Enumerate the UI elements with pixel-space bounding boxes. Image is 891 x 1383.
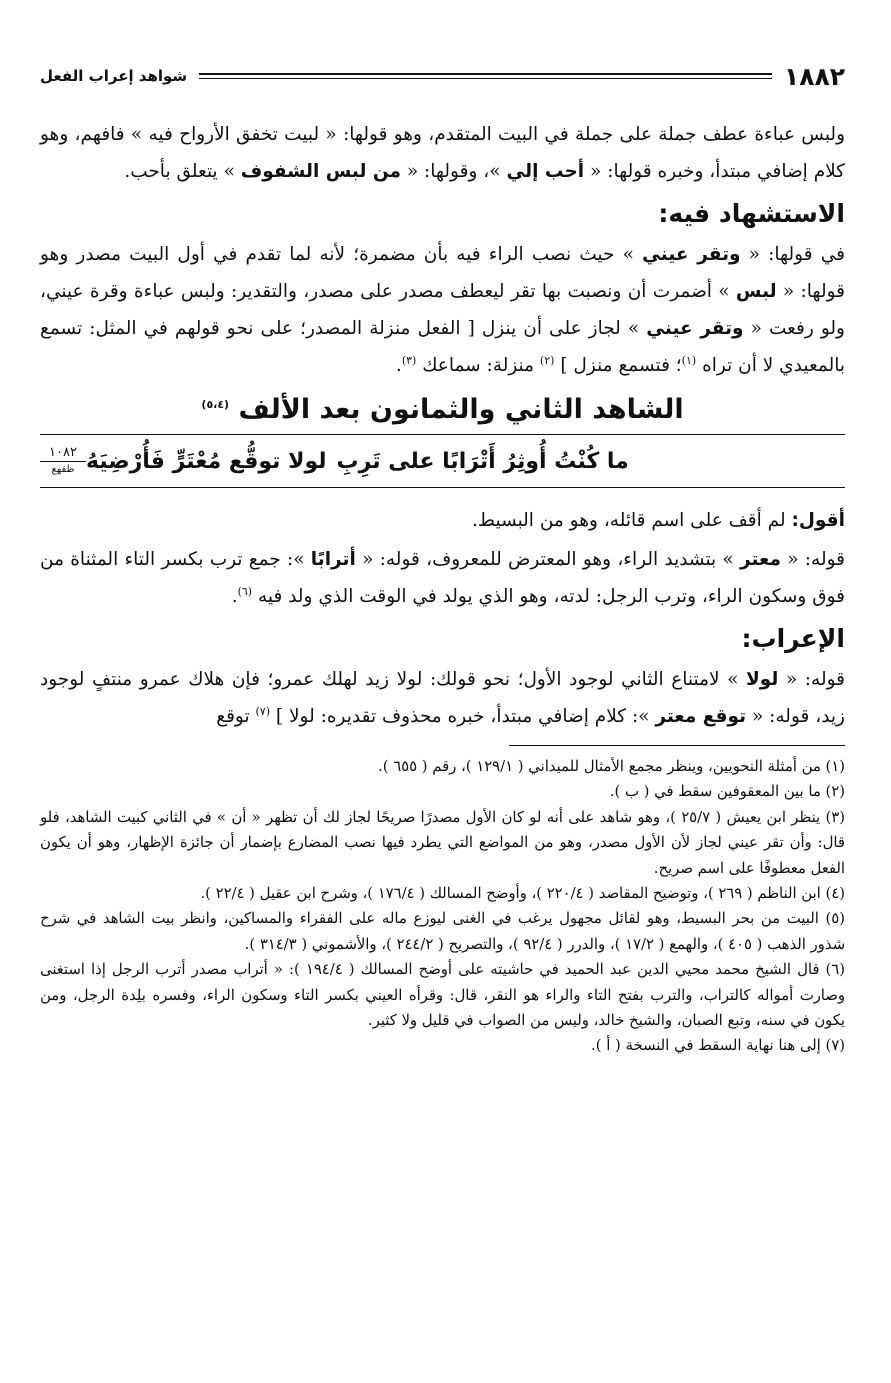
intro-text: » يتعلق بأحب.: [124, 161, 241, 182]
footnote-2: (٢) ما بين المعقوفين سقط في ( ب ).: [609, 783, 845, 801]
body-text: لم أقف على اسم قائله، وهو من البسيط.: [472, 510, 792, 531]
intro-text: »، وقولها: «: [400, 161, 507, 182]
footnote-5: (٥) البيت من بحر البسيط، وهو لقائل مجهول يرغب في الغنى ليوزع ماله على الفقراء والمساكين، وانظر بيت الشاهد في شرح شذور الذهب ( ٤٠٥ )، والهمع ( ١٧/٢ )، والدرر ( ٩٢/٤ )، والتصريح ( ٢٤٤/٢ )، والأشموني ( ٣١٤/٣ ).: [40, 910, 845, 953]
footnote-3: (٣) ينظر ابن يعيش ( ٢٥/٧ )، وهو شاهد على أنه لو كان الأول مصدرًا صريحًا لجاز لك أن تظهر « أن » في الثاني كبيت الشاهد، فلو قال: وأن تقر عيني لجاز لأن الأول مصدر، وهو من المواضع التي يطرد فيها نصب المضارع بإضمار أن جائزة الإظهار، وهو أن يكون الفعل معطوفًا على اسم صريح.: [40, 808, 845, 877]
footnote-ref[interactable]: (١): [681, 353, 697, 367]
quoted-phrase: وتقر عيني: [646, 318, 744, 339]
footnote-1: (١) من أمثلة النحويين، وينظر مجمع الأمثال للميداني ( ١٢٩/١ )، رقم ( ٦٥٥ ).: [378, 758, 845, 775]
quoted-phrase: أترابًا: [310, 549, 356, 570]
body-text: »: جمع ترب بكسر التاء المثناة من فوق وسكون الراء، وترب الرجل: لدته، وهو الذي يولد في الوقت الذي ولد فيه: [40, 549, 845, 607]
istishhad-paragraph: [40, 236, 845, 384]
section-heading-istishhad: الاستشهاد فيه:: [658, 199, 845, 228]
running-title: شواهد إعراب الفعل: [40, 67, 188, 85]
hemistich-second: ما كُنْتُ أُوثِرُ أَتْرَابًا على تَرِبِ: [336, 448, 629, 474]
body-text: » بتشديد الراء، وهو المعترض للمعروف، قوله: «: [355, 549, 740, 570]
quoted-phrase: معتر: [740, 549, 781, 570]
verse-meter-code: ظقهع: [51, 463, 75, 475]
footnote-ref[interactable]: (٧): [255, 704, 271, 718]
intro-paragraph: [40, 116, 845, 190]
body-text: » حيث نصب الراء فيه بأن مضمرة؛ لأنه لما تقدم في أول البيت مصدر وهو قولها: «: [40, 244, 845, 302]
quoted-phrase: أحب إلي: [506, 161, 585, 182]
verse-number-value: ١٠٨٢: [40, 445, 86, 462]
hemistich-first: لولا توقُّع مُعْتَرٍّ فَأُرْضِيَهُ: [86, 448, 327, 474]
body-text: قوله: «: [778, 669, 845, 690]
quoted-phrase: وتقر عيني: [642, 244, 741, 265]
footnote-4: (٤) ابن الناظم ( ٢٦٩ )، وتوضيح المقاصد ( ٢٢٠/٤ )، وأوضح المسالك ( ١٧٦/٤ )، وشرح ابن عقيل ( ٢٢/٤ ).: [200, 885, 845, 903]
witness-title-text: الشاهد الثاني والثمانون بعد الألف: [238, 394, 684, 425]
body-text: توقع: [216, 706, 256, 727]
body-text: منزلة: سماعك: [416, 355, 540, 376]
body-text: .: [395, 355, 402, 376]
body-text: ؛ فتسمع منزل ]: [554, 355, 682, 376]
aqulu-label: أقول:: [791, 510, 845, 531]
quoted-phrase: لبس: [735, 281, 777, 302]
aqulu-paragraph: [40, 502, 845, 539]
explanation-paragraph: [40, 541, 845, 615]
body-text: » لامتناع الثاني لوجود الأول؛ نحو قولك: لولا زيد لهلك عمرو؛ فإن هلاك عمرو منتفٍ لوجود زيد، قوله: «: [40, 669, 845, 727]
section-heading-irab: الإعراب:: [741, 624, 845, 653]
footnote-separator: [509, 745, 845, 746]
header-rule: [199, 73, 772, 79]
footnote-6: (٦) قال الشيخ محمد محيي الدين عبد الحميد في حاشيته على أوضح المسالك ( ١٩٤/٤ ): « أتراب مصدر أترب الرجل إذا استغنى وصارت أمواله كالتراب، والترب بفتح التاء والراء هو النقر، قال: وقرأه العيني بكسر التاء وسكون الراء، وفسره بلِدة الرجل، ومن يكون في سنه، وتبع الصبان، والشيخ خالد، وليس من الصواب في قليل ولا كثير.: [40, 961, 846, 1030]
running-header: [40, 58, 845, 94]
verse-number: [40, 445, 86, 478]
body-text: .: [231, 586, 238, 607]
body-text: قوله: «: [780, 549, 845, 570]
footnote-ref[interactable]: (٦): [237, 584, 253, 598]
footnote-ref[interactable]: (٢): [539, 353, 555, 367]
page-number: ١٨٨٢: [783, 61, 845, 91]
footnotes: [40, 754, 845, 1059]
body-text: »: كلام إضافي مبتدأ، خبره محذوف تقديره: لولا ]: [270, 706, 656, 727]
footnote-7: (٧) إلى هنا نهاية السقط في النسخة ( أ ).: [591, 1037, 845, 1055]
intro-text: ولبس عباءة عطف جملة على جملة في البيت المتقدم، وهو قولها: « لبيت تخفق الأرواح فيه » فافهم، وهو كلام إضافي مبتدأ، وخبره قولها: «: [40, 124, 845, 182]
footnote-ref[interactable]: (٥،٤): [201, 398, 230, 411]
verse-box: [40, 434, 845, 488]
body-text: في قولها: «: [740, 244, 845, 265]
footnote-ref[interactable]: (٣): [401, 353, 417, 367]
body-text: » لجاز على أن ينزل [ الفعل منزلة المصدر؛ على نحو قولهم في المثل: تسمع بالمعيدي لا أن تراه: [40, 318, 845, 376]
irab-paragraph: [40, 661, 845, 735]
body-text: » أضمرت أن ونصبت بها تقر ليعطف مصدر على مصدر، والتقدير: ولبس عباءة وقرة عيني، ولو رفعت «: [40, 281, 845, 339]
witness-title: [40, 390, 845, 430]
quoted-phrase: لولا: [746, 669, 779, 690]
quoted-phrase: من لبس الشفوف: [240, 161, 401, 182]
quoted-phrase: توقع معتر: [655, 706, 747, 727]
